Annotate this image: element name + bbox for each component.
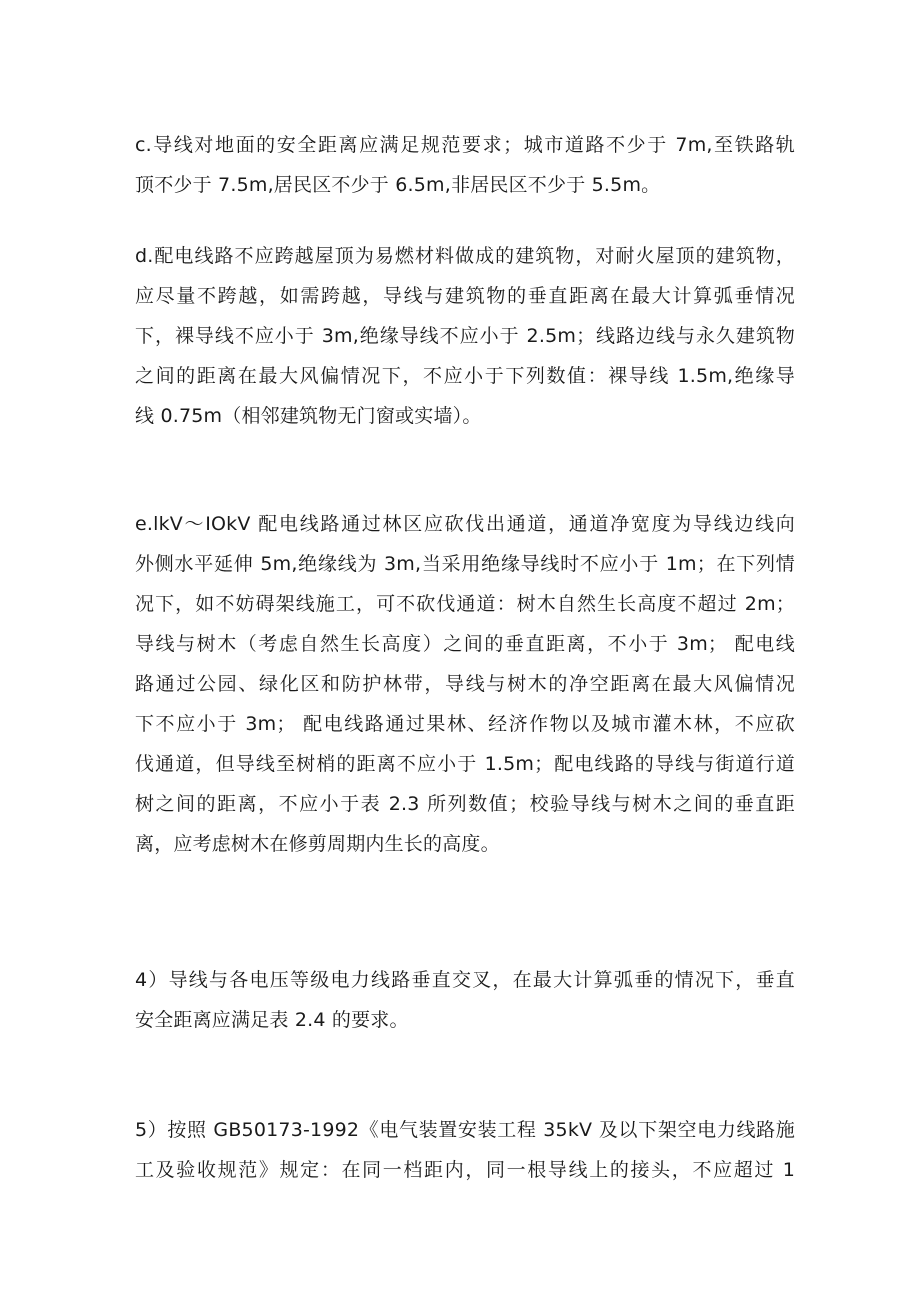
paragraph-line: 应尽量不跨越，如需跨越，导线与建筑物的垂直距离在最大计算弧垂情况 [135,285,795,307]
paragraph-line: c.导线对地面的安全距离应满足规范要求；城市道路不少于 7m,至铁路轨 [135,134,795,156]
paragraph-line: 下不应小于 3m； 配电线路通过果林、经济作物以及城市灌木林，不应砍 [135,713,795,735]
paragraph-line: 况下，如不妨碍架线施工，可不砍伐通道：树木自然生长高度不超过 2m； [135,593,795,615]
paragraph-line: 离，应考虑树木在修剪周期内生长的高度。 [135,833,500,855]
paragraph-line: 4）导线与各电压等级电力线路垂直交叉，在最大计算弧垂的情况下，垂直 [135,969,795,991]
paragraph-line: 工及验收规范》规定：在同一档距内，同一根导线上的接头，不应超过 1 [135,1159,795,1181]
paragraph-line: 伐通道，但导线至树梢的距离不应小于 1.5m；配电线路的导线与街道行道 [135,753,795,775]
paragraph-line: 外侧水平延伸 5m,绝缘线为 3m,当采用绝缘导线时不应小于 1m；在下列情 [135,553,795,575]
paragraph-d [135,236,795,436]
paragraph-line: 线 0.75m（相邻建筑物无门窗或实墙）。 [135,405,482,427]
paragraph-line: 路通过公园、绿化区和防护林带，导线与树木的净空距离在最大风偏情况 [135,673,795,695]
paragraph-line: 顶不少于 7.5m,居民区不少于 6.5m,非居民区不少于 5.5m。 [135,174,661,196]
paragraph-c [135,125,795,205]
paragraph-line: 5）按照 GB50173-1992《电气装置安装工程 35kV 及以下架空电力线路施 [135,1119,795,1141]
paragraph-5 [135,1110,795,1190]
paragraph-line: 安全距离应满足表 2.4 的要求。 [135,1009,409,1031]
paragraph-line: d.配电线路不应跨越屋顶为易燃材料做成的建筑物，对耐火屋顶的建筑物， [135,245,795,267]
paragraph-line: e.lkV～IOkV 配电线路通过林区应砍伐出通道，通道净宽度为导线边线向 [135,513,795,535]
paragraph-e [135,504,795,864]
paragraph-line: 导线与树木（考虑自然生长高度）之间的垂直距离，不小于 3m； 配电线 [135,633,795,655]
paragraph-line: 之间的距离在最大风偏情况下，不应小于下列数值：裸导线 1.5m,绝缘导 [135,365,795,387]
paragraph-4 [135,960,795,1040]
paragraph-line: 树之间的距离，不应小于表 2.3 所列数值；校验导线与树木之间的垂直距 [135,793,795,815]
paragraph-line: 下，裸导线不应小于 3m,绝缘导线不应小于 2.5m；线路边线与永久建筑物 [135,325,795,347]
